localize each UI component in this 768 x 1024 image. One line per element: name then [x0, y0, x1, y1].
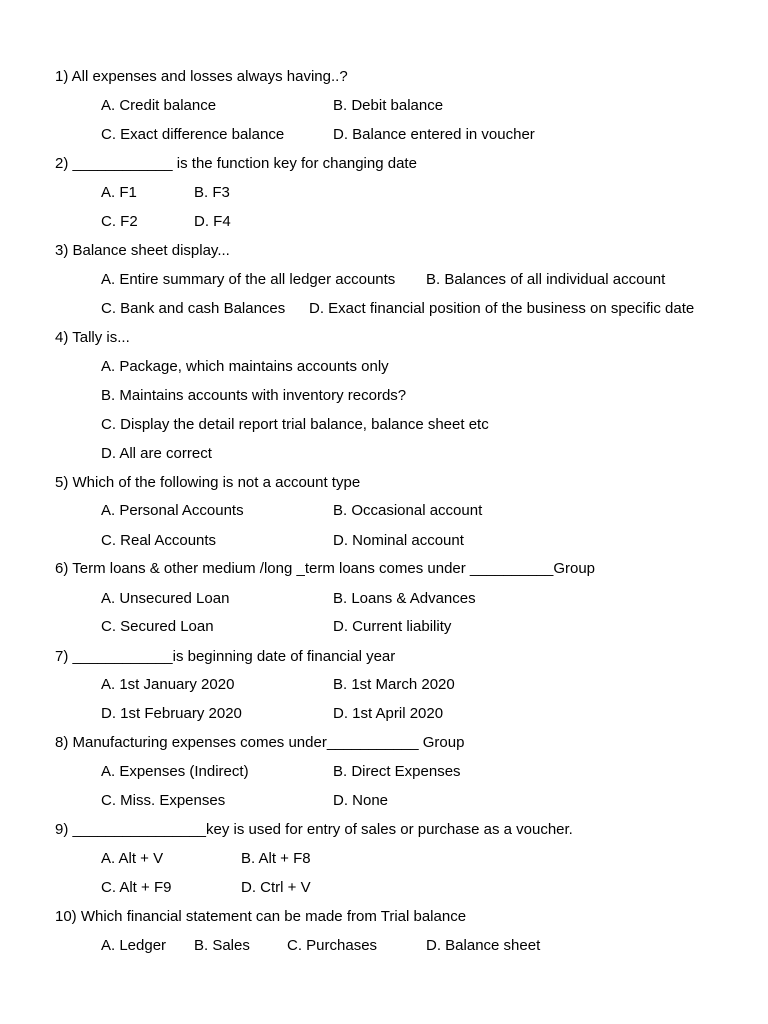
q9-option-d: D. Ctrl + V: [241, 879, 311, 896]
question-10: 10) Which financial statement can be made from Trial balance: [55, 908, 467, 925]
question-4: 4) Tally is...: [55, 329, 130, 346]
q3-option-b: B. Balances of all individual account: [426, 271, 666, 288]
q7-option-a: A. 1st January 2020: [101, 676, 235, 693]
q6-option-a: A. Unsecured Loan: [101, 590, 230, 607]
q2-option-a: A. F1: [101, 184, 137, 201]
q1-option-d: D. Balance entered in voucher: [333, 126, 535, 143]
q8-option-b: B. Direct Expenses: [333, 763, 461, 780]
q1-option-b: B. Debit balance: [333, 97, 444, 114]
q4-option-a: A. Package, which maintains accounts only: [101, 358, 389, 375]
q3-option-c: C. Bank and cash Balances: [101, 300, 286, 317]
q8-option-c: C. Miss. Expenses: [101, 792, 226, 809]
q3-option-d: D. Exact financial position of the business on specific date: [309, 300, 695, 317]
question-7: 7) ____________is beginning date of financial year: [55, 648, 396, 665]
question-1: 1) All expenses and losses always having..?: [55, 68, 348, 85]
q5-option-b: B. Occasional account: [333, 502, 483, 519]
q5-option-c: C. Real Accounts: [101, 532, 217, 549]
question-5: 5) Which of the following is not a account type: [55, 474, 361, 491]
q6-option-b: B. Loans & Advances: [333, 590, 476, 607]
q1-option-c: C. Exact difference balance: [101, 126, 285, 143]
q6-option-c: C. Secured Loan: [101, 618, 214, 635]
q5-option-a: A. Personal Accounts: [101, 502, 244, 519]
q3-option-a: A. Entire summary of the all ledger accounts: [101, 271, 396, 288]
q4-option-d: D. All are correct: [101, 445, 212, 462]
question-8: 8) Manufacturing expenses comes under___________ Group: [55, 734, 465, 751]
q1-option-a: A. Credit balance: [101, 97, 217, 114]
q2-option-b: B. F3: [194, 184, 230, 201]
q2-option-c: C. F2: [101, 213, 138, 230]
question-3: 3) Balance sheet display...: [55, 242, 230, 259]
question-9: 9) ________________key is used for entry of sales or purchase as a voucher.: [55, 821, 573, 838]
q6-option-d: D. Current liability: [333, 618, 452, 635]
q9-option-a: A. Alt + V: [101, 850, 164, 867]
q7-option-c: D. 1st February 2020: [101, 705, 242, 722]
q2-option-d: D. F4: [194, 213, 231, 230]
q8-option-d: D. None: [333, 792, 389, 809]
q10-option-c: C. Purchases: [287, 937, 378, 954]
q7-option-b: B. 1st March 2020: [333, 676, 455, 693]
q4-option-c: C. Display the detail report trial balance, balance sheet etc: [101, 416, 489, 433]
question-6: 6) Term loans & other medium /long _term loans comes under __________Group: [55, 560, 596, 577]
q10-option-b: B. Sales: [194, 937, 250, 954]
q7-option-d: D. 1st April 2020: [333, 705, 444, 722]
q10-option-d: D. Balance sheet: [426, 937, 541, 954]
q8-option-a: A. Expenses (Indirect): [101, 763, 249, 780]
q5-option-d: D. Nominal account: [333, 532, 464, 549]
q10-option-a: A. Ledger: [101, 937, 167, 954]
q9-option-b: B. Alt + F8: [241, 850, 311, 867]
q4-option-b: B. Maintains accounts with inventory records?: [101, 387, 407, 404]
question-2: 2) ____________ is the function key for changing date: [55, 155, 417, 172]
q9-option-c: C. Alt + F9: [101, 879, 172, 896]
